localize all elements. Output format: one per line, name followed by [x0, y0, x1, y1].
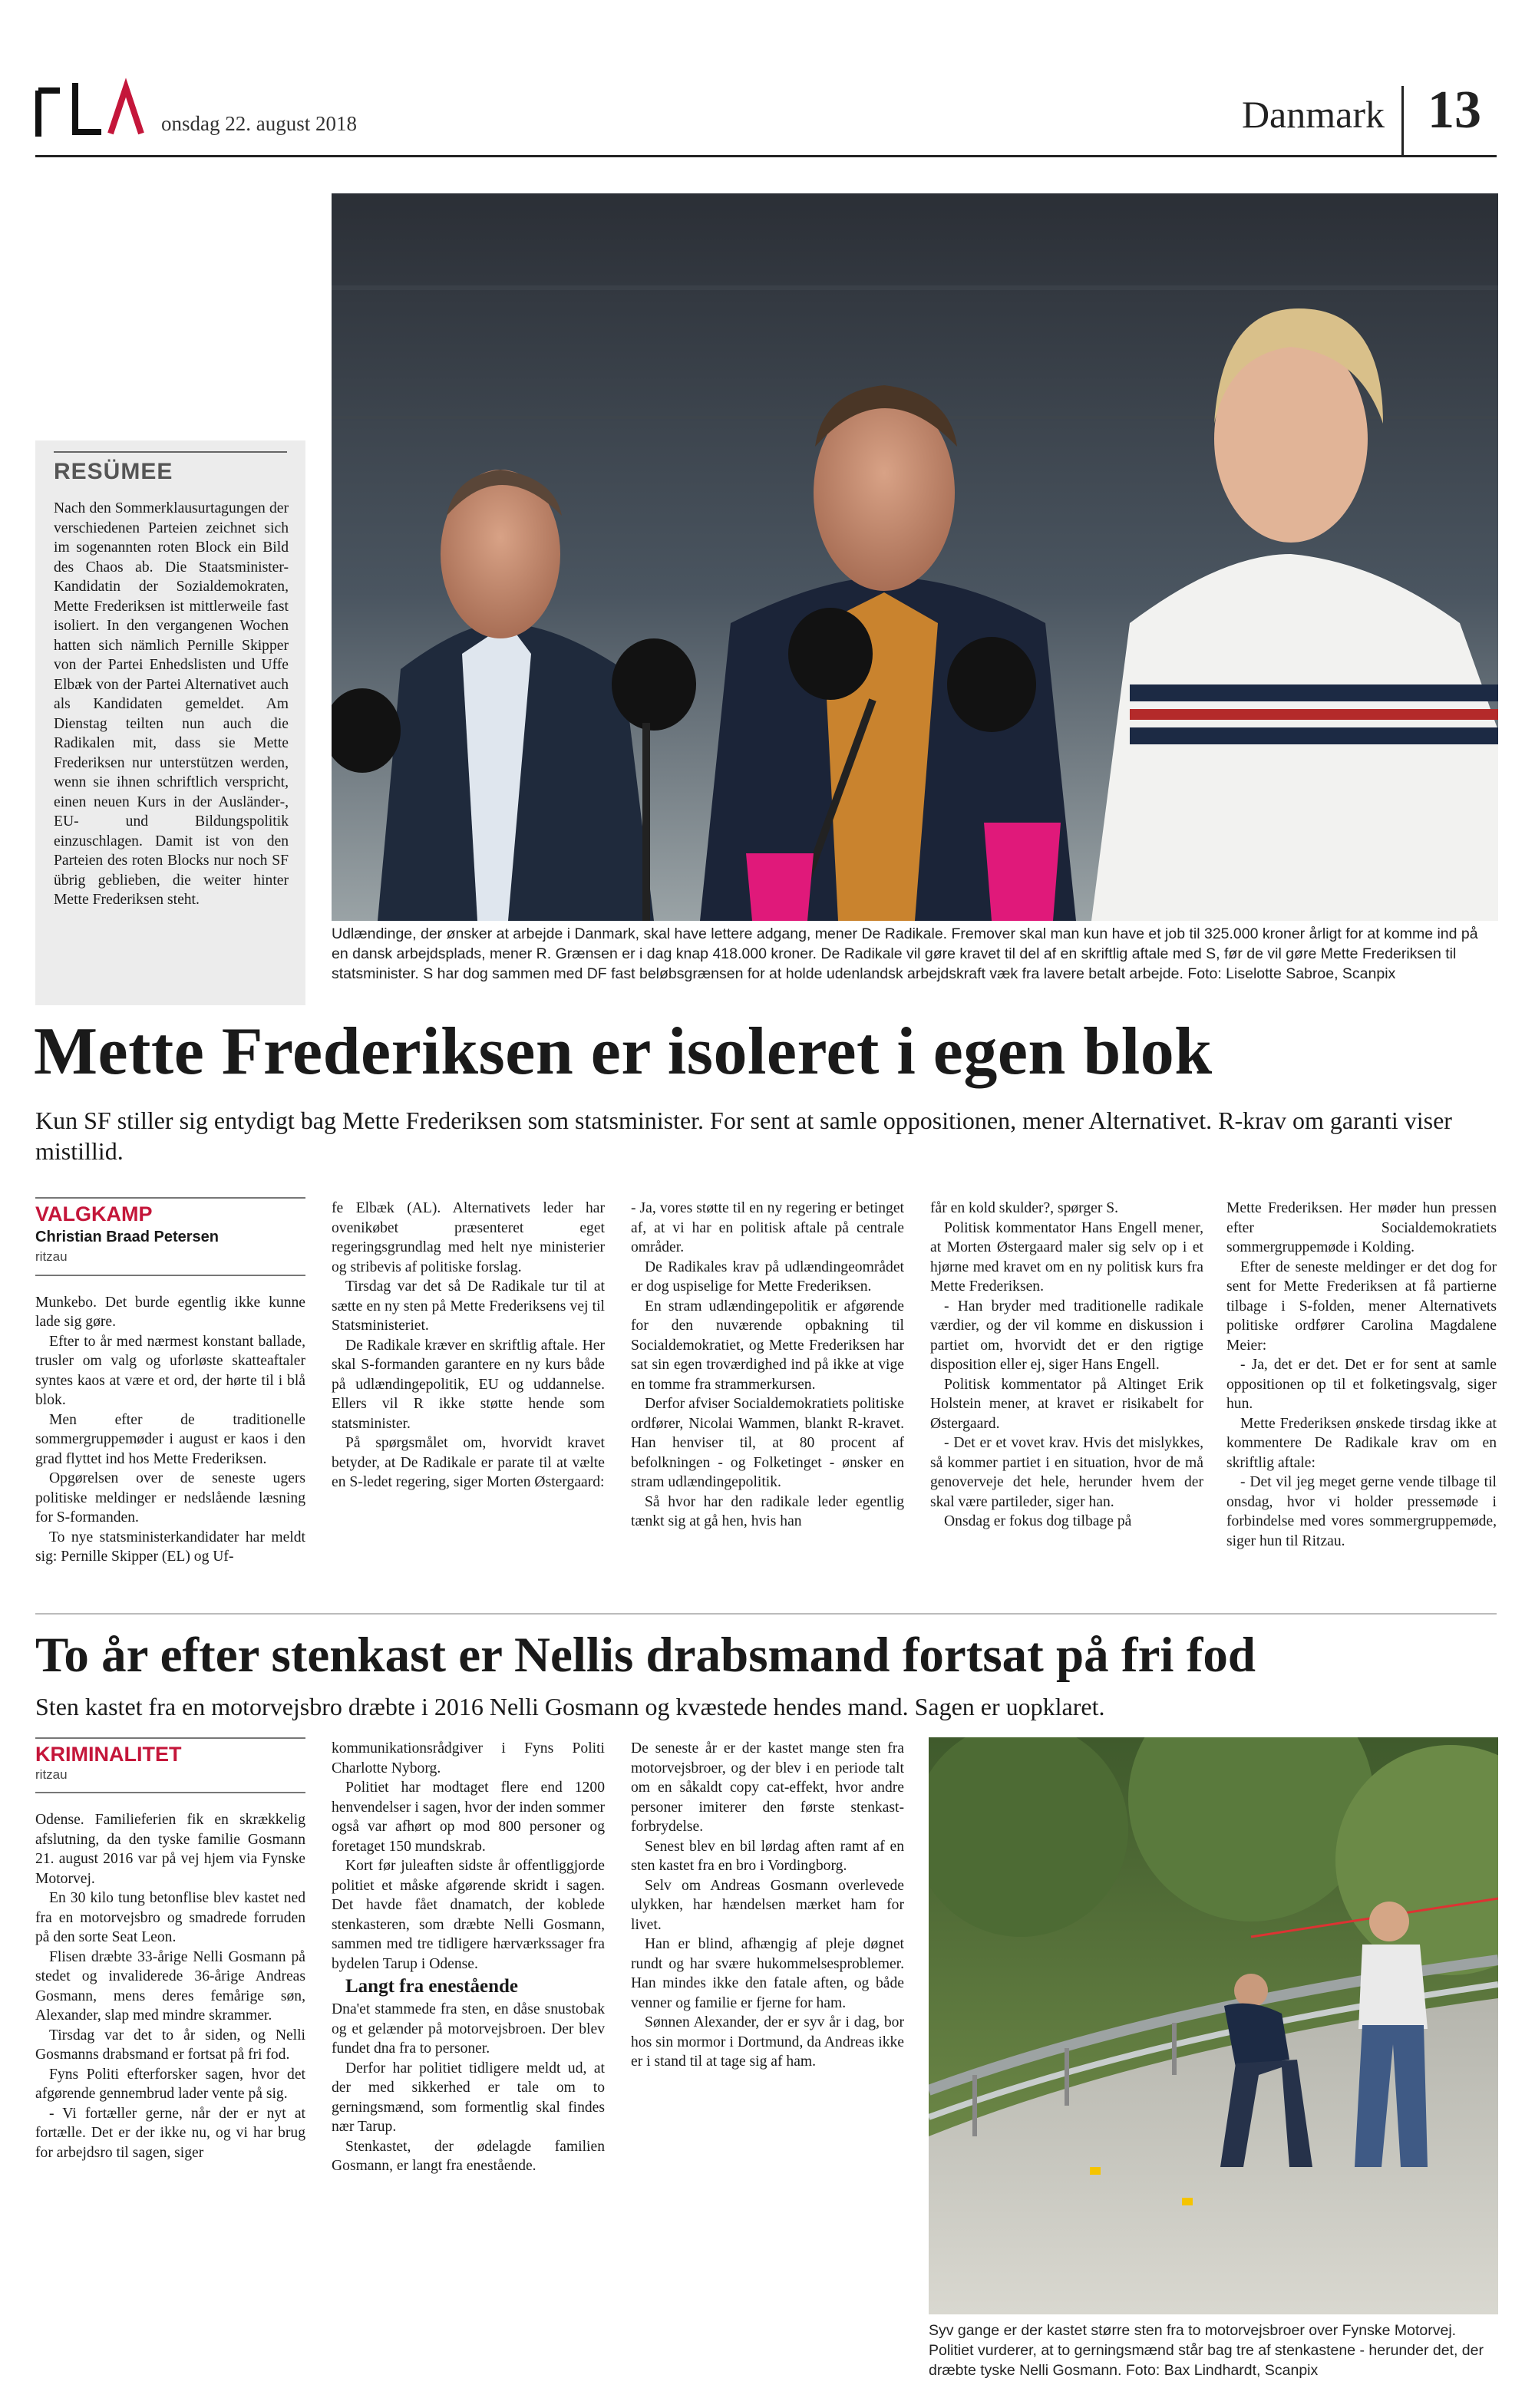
paragraph: Mette Frederiksen ønskede tirsdag ikke at kommentere De Radikale krav om en skriftlig aftale: — [1226, 1415, 1497, 1471]
article2-deck: Sten kastet fra en motorvejsbro dræbte i 2016 Nelli Gosmann og kvæstede hendes mand. Sagen er uopklaret. — [35, 1693, 1105, 1720]
paragraph: Munkebo. Det burde egentlig ikke kunne lade sig gøre. — [35, 1294, 305, 1330]
article1-column-4 — [930, 1199, 1203, 1532]
article2-column-3 — [631, 1739, 904, 2072]
photo1-caption-text: Udlændinge, der ønsker at arbejde i Danmark, skal have lettere adgang, mener De Radikale. Fremover skal man kun have et job til 325.000 kroner årligt for at komme ind på en dansk arbejdsplads, mener R. Grænsen er i dag knap 418.000 kroner. De Radikale vil gøre kravet til del af en skriftlig aftale med S, før de vil gøre Mette Frederiksen til statsminister. S har dog sammen med DF fast beløbsgrænsen for at holde udenlandsk arbejdskraft væk fra lavere betalt arbejde. — [332, 925, 1478, 982]
paragraph: kommunikationsrådgiver i Fyns Politi Charlotte Nyborg. — [332, 1740, 605, 1776]
article2-agency: ritzau — [35, 1766, 68, 1782]
police-bridge-photo — [929, 1737, 1498, 2314]
paragraph: Kort før juleaften sidste år offentliggjorde politiet et måske afgørende skridt i sagen. Det havde fået dnamatch, der koblede stenkasteren, som dræbte Nelli Gosmann, sammen med tre tidligere hærværkssager fra bydelen Tarup i Odense. — [332, 1858, 605, 1972]
paragraph: De Radikale kræver en skriftlig aftale. Her skal S-formanden garantere en ny kurs både på udlændingepolitik, EU og uddannelse. Ellers vil R ikke støtte hende som statsminister. — [332, 1337, 605, 1432]
paragraph: - Ja, det er det. Det er for sent at samle oppositionen op til et folketingsvalg, siger hun. — [1226, 1357, 1497, 1412]
kicker-rule — [35, 1737, 305, 1739]
paragraph: Dna'et stammede fra sten, en dåse snustobak og et gelænder på motorvejsbroen. Der blev fundet dna fra to personer. — [332, 2001, 605, 2057]
article1-byline: Christian Braad Petersen — [35, 1228, 219, 1245]
paragraph: - Ja, vores støtte til en ny regering er betinget af, at vi har en politisk aftale på centrale områder. — [631, 1200, 904, 1255]
paragraph: Tirsdag var det så De Radikale tur til at sætte en ny sten på Mette Frederiksens vej til Statsministeriet. — [332, 1278, 605, 1334]
page-number: 13 — [1428, 81, 1481, 140]
paragraph: Stenkastet, der ødelagde familien Gosmann, er langt fra enestående. — [332, 2138, 605, 2174]
paragraph: De Radikales krav på udlændingeområdet er dog uspiselige for Mette Frederiksen. — [631, 1258, 904, 1295]
paragraph: Efter to år med nærmest konstant ballade, trusler om valg og uforløste skatteaftaler syntes kaos at være et ord, der hørte til i blå blok. — [35, 1333, 305, 1408]
paragraph: - Det er et vovet krav. Hvis det mislykkes, så kommer partiet i en situation, hvor de må genoverveje det hele, herunder hvem der skal være partileder, siger han. — [930, 1435, 1203, 1510]
resume-box — [35, 440, 305, 1005]
paragraph: Opgørelsen over de seneste ugers politiske meldinger er nedslående læsning for S-formanden. — [35, 1470, 305, 1526]
header-rule — [35, 155, 1497, 157]
paragraph: Så hvor har den radikale leder egentlig tænkt sig at gå hen, hvis han — [631, 1493, 904, 1529]
paragraph: En 30 kilo tung betonflise blev kastet ned fra en motorvejsbro og smadrede forruden på den sorte Seat Leon. — [35, 1890, 305, 1945]
paragraph: Fyns Politi efterforsker sagen, hvor det afgørende gennembrud lader vente på sig. — [35, 2066, 305, 2102]
article2-kicker: KRIMINALITET — [35, 1743, 182, 1766]
paragraph: Senest blev en bil lørdag aften ramt af en sten kastet fra en bro i Vordingborg. — [631, 1838, 904, 1874]
paragraph: Onsdag er fokus dog tilbage på — [944, 1513, 1132, 1529]
paragraph: Tirsdag var det to år siden, og Nelli Gosmanns drabsmand er fortsat på fri fod. — [35, 2027, 305, 2063]
paragraph: De seneste år er der kastet mange sten fra motorvejsbroer, og der blev i en periode talt om en såkaldt copy cat-effekt, hvor andre personer imiterer den første stenkast-forbrydelse. — [631, 1740, 904, 1835]
paragraph: - Det vil jeg meget gerne vende tilbage til onsdag, hvor vi holder pressemøde i forbindelse med vores sommergruppemøde, siger hun til Ritzau. — [1226, 1474, 1497, 1549]
article1-column-1 — [35, 1197, 305, 1567]
article1-kicker: VALGKAMP — [35, 1202, 153, 1225]
article-divider — [35, 1613, 1497, 1615]
photo1-caption — [332, 924, 1498, 984]
section-name: Danmark — [1241, 93, 1385, 136]
resume-body: Nach den Sommerklausurtagungen der verschiedenen Parteien zeichnet sich im sogenannten roten Block ein Bild des Chaos ab. Die Staatsminister-Kandidatin der Sozialdemokraten, Mette Frederiksen ist mittlerweile fast isoliert. In den vergangenen Wochen hatten sich nämlich Pernille Skipper von der Partei Enhedslisten und Uffe Elbæk von der Partei Alternativet auch als Kandidaten gemeldet. Am Dienstag teilten nun auch die Radikalen mit, dass sie Mette Frederiksen nur unterstützen werden, wenn sie ihnen schriftlich verspricht, einen neuen Kurs in der Ausländer-, EU- und Bildungspolitik einzuschlagen. Damit ist von den Parteien des roten Blocks nur noch SF übrig geblieben, die weiter hinter Mette Frederiksen steht. — [54, 500, 289, 908]
article1-agency: ritzau — [35, 1249, 68, 1264]
paragraph: Men efter de traditionelle sommergruppemøder i august er kaos i den grad flyttet ind hos Mette Frederiksen. — [35, 1411, 305, 1467]
resume-rule — [54, 451, 287, 453]
article1-column-3 — [631, 1199, 904, 1532]
paragraph: Efter de seneste meldinger er det dog for sent for Mette Frederiksen at få partierne tilbage i S-folden, mener Alternativets politiske ordfører Carolina Magdalene Meier: — [1226, 1258, 1497, 1354]
paragraph: Derfor afviser Socialdemokratiets politiske ordfører, Nicolai Wammen, blankt R-kravet. Han henviser til, at 80 procent af befolkningen - og Folketinget - ønsker en stram udlændingepolitik. — [631, 1396, 904, 1490]
photo2-caption-text: Syv gange er der kastet større sten fra to motorvejsbroer over Fynske Motorvej. Politiet vurderer, at to gerningsmænd står bag tre af stenkastene - herunder det, der dræbte tyske Nelli Gosmann. — [929, 2322, 1484, 2379]
article1-headline: Mette Frederiksen er isoleret i egen blok — [34, 1014, 1213, 1089]
article1-column-2 — [332, 1199, 605, 1493]
paragraph: Han er blind, afhængig af pleje døgnet rundt og har svære hukommelsesproblemer. Han mindes ikke den fatale aften, og både venner og familie er fjerne for ham. — [631, 1936, 904, 2011]
paragraph: På spørgsmålet om, hvorvidt kravet betyder, at De Radikale er parate til at vælte en S-ledet regering, siger Morten Østergaard: — [332, 1435, 605, 1490]
article2-headline: To år efter stenkast er Nellis drabsmand fortsat på fri fod — [35, 1628, 1256, 1683]
paragraph: Mette Frederiksen. Her møder hun pressen efter Socialdemokratiets sommergruppemøde i Kolding. — [1226, 1200, 1497, 1255]
kicker-rule — [35, 1197, 305, 1199]
paragraph: Politiet har modtaget flere end 1200 henvendelser i sagen, hvor der inden sommer også var afhørt op mod 800 personer og foretaget 150 mundskrab. — [332, 1780, 605, 1855]
paragraph: Sønnen Alexander, der er syv år i dag, bor hos sin mormor i Dortmund, da Andreas ikke er i stand til at tage sig af ham. — [631, 2014, 904, 2070]
paragraph: En stram udlændingepolitik er afgørende for den nuværende opbakning til Socialdemokratiet, og Mette Frederiksen har sat sin egen troværdighed ind på ikke at vige en tomme fra strammerkursen. — [631, 1298, 904, 1393]
paragraph: Flisen dræbte 33-årige Nelli Gosmann på stedet og invaliderede 36-årige Andreas Gosmann, mens deres femårige søn, Alexander, slap med mindre skrammer. — [35, 1948, 305, 2024]
article2-subhead: Langt fra enestående — [345, 1976, 518, 1997]
byline-rule — [35, 1275, 305, 1276]
article1-deck: Kun SF stiller sig entydigt bag Mette Frederiksen som statsminister. For sent at samle oppositionen, mener Alternativet. R-krav om garanti viser mistillid. — [35, 1107, 1452, 1165]
paragraph: fe Elbæk (AL). Alternativets leder har ovenikøbet præsenteret eget regeringsgrundlag med helt nye ministerier og stribevis af politiske forslag. — [332, 1200, 605, 1275]
issue-date: onsdag 22. august 2018 — [161, 112, 357, 135]
paragraph: To nye statsministerkandidater har meldt sig: Pernille Skipper (EL) og Uf- — [35, 1529, 305, 1565]
paragraph: Derfor har politiet tidligere meldt ud, at der med sikkerhed er tale om to gerningsmænd, som formentlig skal findes nær Tarup. — [332, 2060, 605, 2135]
photo2-credit: Foto: Bax Lindhardt, Scanpix — [1125, 2362, 1319, 2379]
article1-column-5 — [1226, 1199, 1497, 1551]
byline-rule — [35, 1792, 305, 1793]
paragraph: - Han bryder med traditionelle radikale værdier, og der vil komme en diskussion i partiet om, hvorvidt det er den rigtige disposition eller ej, siger Hans Engell. — [930, 1298, 1203, 1373]
photo1-credit: Foto: Liselotte Sabroe, Scanpix — [1187, 965, 1396, 982]
header-divider — [1401, 86, 1404, 157]
newspaper-logo — [35, 77, 150, 138]
paragraph: Politisk kommentator Hans Engell mener, at Morten Østergaard maler sig selv op i et hjørne med kravet om en ny politisk kurs fra Mette Frederiksen. — [930, 1219, 1203, 1295]
paragraph: får en kold skulder?, spørger S. — [930, 1200, 1119, 1216]
paragraph: - Vi fortæller gerne, når der er nyt at fortælle. Det er der ikke nu, og vi har brug for arbejdsro til sagen, siger — [35, 2105, 305, 2161]
resume-title: RESÜMEE — [54, 459, 173, 484]
paragraph: Politisk kommentator på Altinget Erik Holstein mener, at kravet er risikabelt for Østergaard. — [930, 1376, 1203, 1432]
article2-column-1 — [35, 1737, 305, 2162]
politicians-photo — [332, 193, 1498, 921]
photo2-caption — [929, 2321, 1498, 2380]
paragraph: Selv om Andreas Gosmann overlevede ulykken, har hændelsen mærket ham for livet. — [631, 1877, 904, 1933]
paragraph: Odense. Familieferien fik en skrækkelig afslutning, da den tyske familie Gosmann 21. august 2016 var på vej hjem via Fynske Motorvej. — [35, 1812, 305, 1887]
article2-column-2 — [332, 1739, 605, 2176]
